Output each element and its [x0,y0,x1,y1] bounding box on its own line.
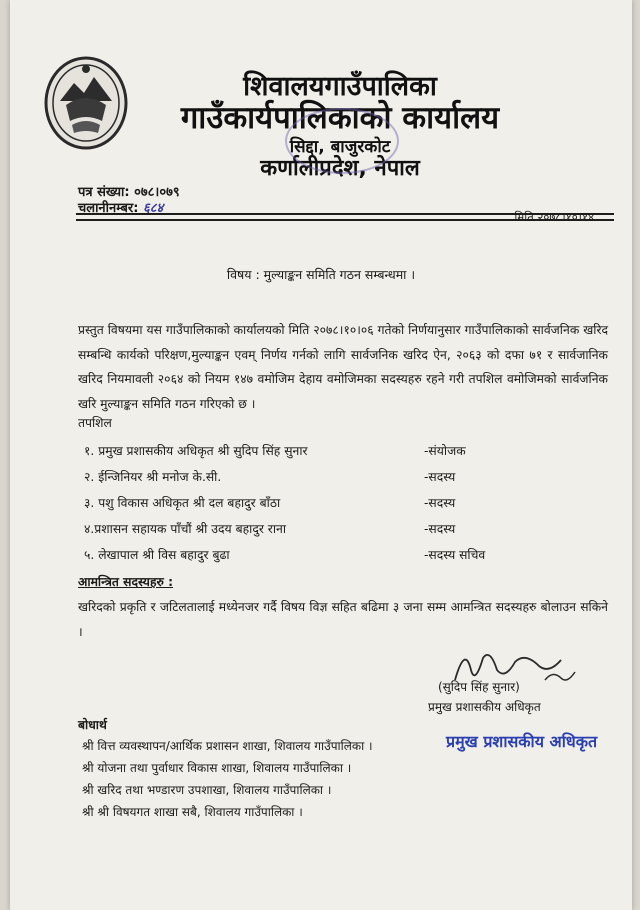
letter-page [10,0,632,910]
dispatch-label: चलानीनम्बर: [78,201,139,216]
cc-item: श्री योजना तथा पुर्वाधार विकास शाखा, शिवालय गाउँपालिका । [82,761,352,775]
reference-number: पत्र संख्या: ०७८।०७९ [78,185,180,200]
member-role: -सदस्य सचिव [424,548,486,562]
member-name: ४.प्रशासन सहायक पाँचौं श्री उदय बहादुर राना [84,522,287,536]
dispatch-value: ६८४ [142,201,164,216]
cc-item: श्री वित्त व्यवस्थापन/आर्थिक प्रशासन शाखा, शिवालय गाउँपालिका । [82,739,373,753]
office-seal [285,108,399,174]
signatory-name: (सुदिप सिंह सुनार) [438,680,520,694]
office-province: कर्णालीप्रदेश, नेपाल [260,156,420,181]
member-name: ३. पशु विकास अधिकृत श्री दल बहादुर बाँठा [84,496,281,510]
letter-date: मिति २०७८।१०।१४ [514,210,594,224]
office-name: गाउँकार्यपालिकाको कार्यालय [180,100,500,136]
nepal-emblem-icon [42,55,130,151]
member-name: २. ईन्जिनियर श्री मनोज के.सी. [84,470,222,484]
member-role: -सदस्य [424,470,456,484]
letter-subject: विषय : मुल्याङ्कन समिति गठन सम्बन्धमा । [226,267,416,282]
member-role: -सदस्य [424,522,456,536]
member-row [84,520,604,537]
cc-item: श्री श्री विषयगत शाखा सबै, शिवालय गाउँपालिका । [82,805,303,819]
cc-heading: बोधार्थ [78,718,107,732]
tapasil-label: तपशिल [78,416,112,430]
invited-heading: आमन्त्रित सदस्यहरु : [78,575,174,589]
member-row [84,442,604,459]
org-name: शिवालयगाउँपालिका [243,71,437,102]
member-role: -सदस्य [424,496,456,510]
signatory-title: प्रमुख प्रशासकीय अधिकृत [428,700,541,714]
member-row [84,546,604,563]
member-role: -संयोजक [424,444,466,458]
member-row [84,468,604,485]
designation-stamp: प्रमुख प्रशासकीय अधिकृत [446,732,598,751]
invited-paragraph: खरिदको प्रकृति र जटिलतालाई मध्येनजर गर्दै विषय विज्ञ सहित बढिमा ३ जना सम्म आमन्त्रित सदस्यहरु बोलाउन सकिने । [78,600,608,639]
member-row [84,494,604,511]
member-name: १. प्रमुख प्रशासकीय अधिकृत श्री सुदिप सिंह सुनार [84,444,308,458]
cc-item: श्री खरिद तथा भण्डारण उपशाखा, शिवालय गाउँपालिका । [82,783,332,797]
office-location: सिद्दा, बाजुरकोट [289,137,391,157]
body-paragraph: प्रस्तुत विषयमा यस गाउँपालिकाको कार्यालयको मिति २०७८।१०।०६ गतेको निर्णयानुसार गाउँपालिकाको सार्वजनिक खरिद सम्बन्धि कार्यको परिक्षण,मुल्याङ्कन एवम् निर्णय गर्नको लागि सार्वजनिक खरिद ऐन, २०६३ को दफा ७१ र सार्वजानिक खरिद नियमावली २०६४ को नियम १४७ वमोजिम देहाय वमोजिमका सदस्यहरु रहने गरी तपशिल वमोजिमको सार्वजनिक खरि मुल्याङ्कन समिति गठन गरिएको छ । [78,323,608,411]
member-name: ५. लेखापाल श्री विस बहादुर बुढा [84,548,230,562]
